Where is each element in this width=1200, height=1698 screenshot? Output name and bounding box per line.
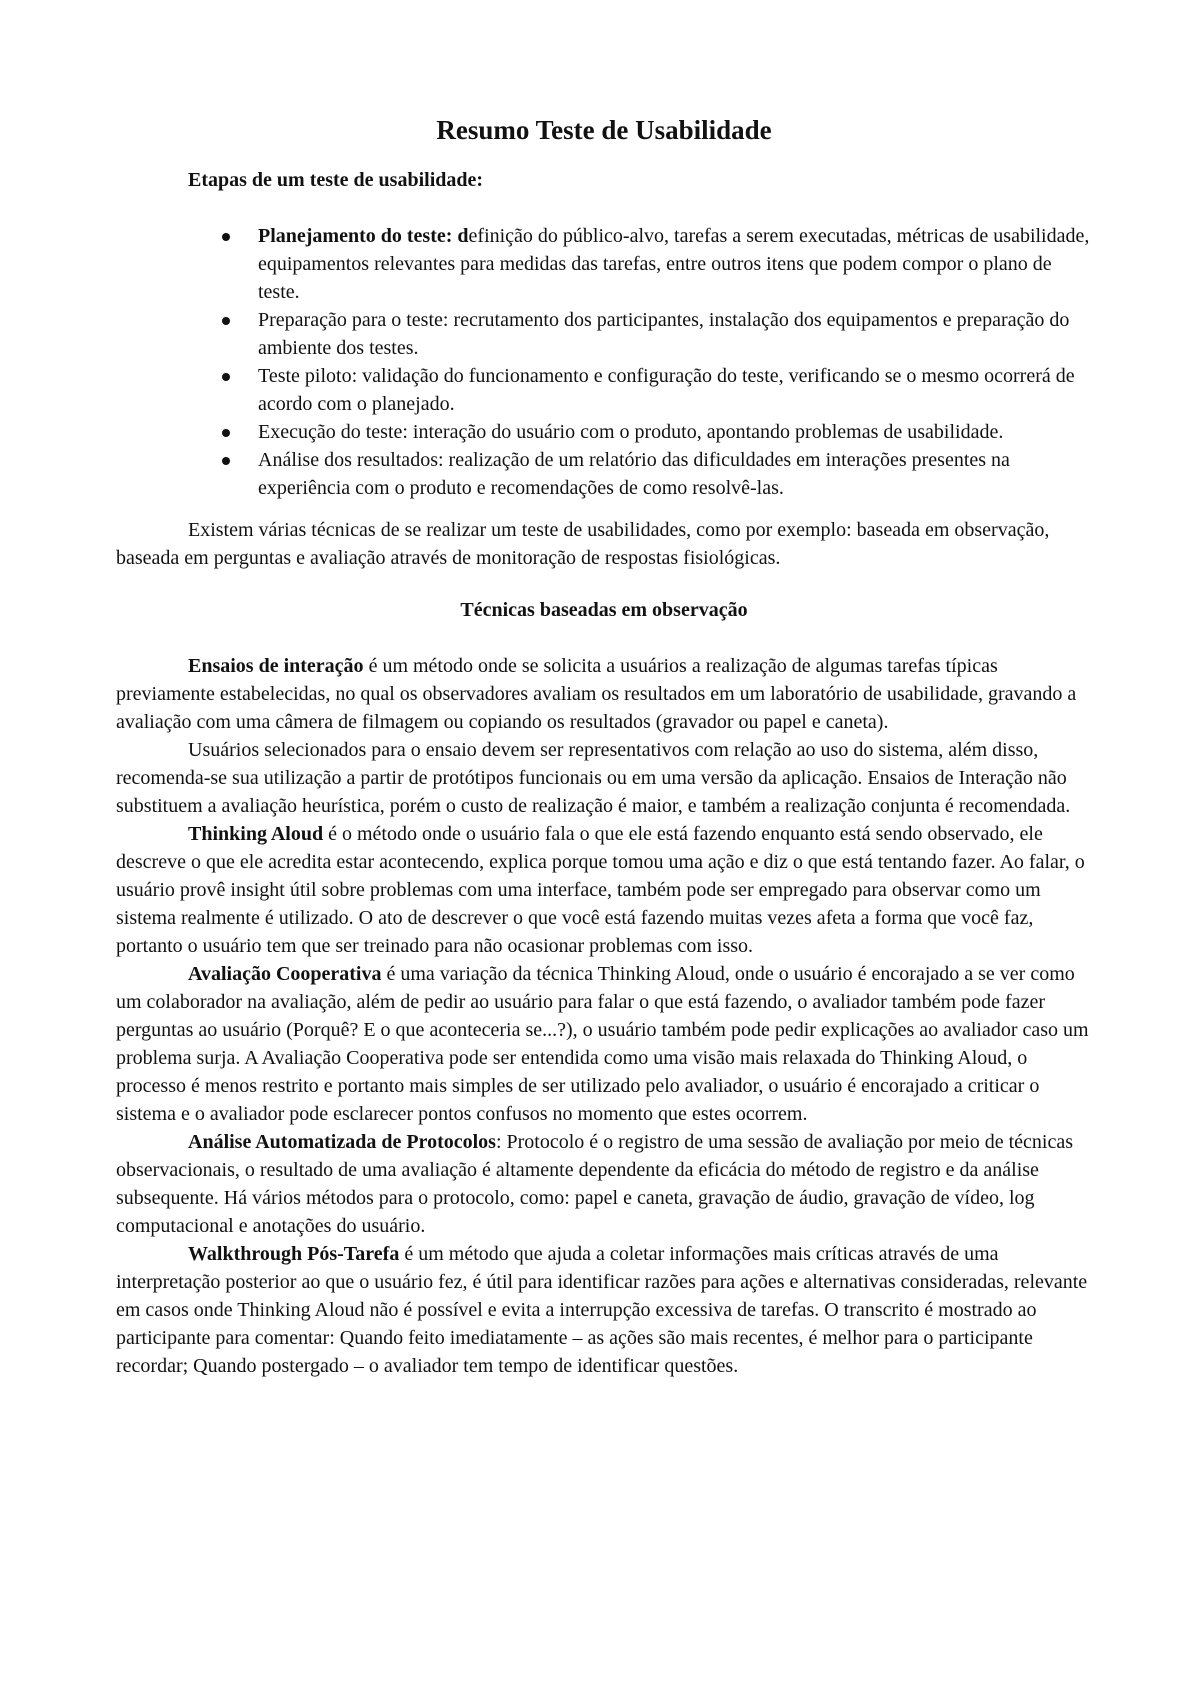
term-label: Análise Automatizada de Protocolos — [188, 1131, 496, 1153]
paragraph-walkthrough — [116, 1240, 1092, 1380]
paragraph-thinking-aloud — [116, 820, 1092, 960]
document-title: Resumo Teste de Usabilidade — [436, 115, 772, 145]
list-item-label: Planejamento do teste: d — [258, 225, 469, 247]
list-item-text: Preparação para o teste: recrutamento dos participantes, instalação dos equipamentos e preparação do ambiente dos testes. — [258, 309, 1070, 359]
paragraph-usuarios — [116, 736, 1092, 820]
list-item — [258, 418, 1092, 446]
paragraph-text: é um método onde se solicita a usuários a realização de algumas tarefas típicas previamente estabelecidas, no qual os observadores avaliam os resultados em um laboratório de usabilidade, gravando a avaliação com uma câmera de filmagem ou copiando os resultados (gravador ou papel e caneta). — [116, 655, 1077, 733]
observation-heading: Técnicas baseadas em observação — [460, 599, 748, 621]
list-item — [258, 446, 1092, 502]
list-item — [258, 222, 1092, 306]
paragraph-text: Usuários selecionados para o ensaio devem ser representativos com relação ao uso do sistema, além disso, recomenda-se sua utilização a partir de protótipos funcionais ou em uma versão da aplicação. Ensaios de Interação não substituem a avaliação heurística, porém o custo de realização é maior, e também a realização conjunta é recomendada. — [116, 739, 1071, 817]
stages-list — [116, 222, 1092, 502]
paragraph-analise-protocolos — [116, 1128, 1092, 1240]
bullet-icon — [222, 457, 230, 465]
bullet-icon — [222, 233, 230, 241]
term-label: Ensaios de interação — [188, 655, 364, 677]
intro-paragraph: Existem várias técnicas de se realizar um teste de usabilidades, como por exemplo: baseada em observação, baseada em perguntas e avaliação através de monitoração de respostas fisiológicas. — [116, 519, 1050, 569]
list-item — [258, 306, 1092, 362]
paragraph-text: é um método que ajuda a coletar informações mais críticas através de uma interpretação posterior ao que o usuário fez, é útil para identificar razões para ações e alternativas consideradas, relevante em casos onde Thinking Aloud não é possível e evita a interrupção excessiva de tarefas. O transcrito é mostrado ao participante para comentar: Quando feito imediatamente – as ações são mais recentes, é melhor para o participante recordar; Quando postergado – o avaliador tem tempo de identificar questões. — [116, 1243, 1088, 1377]
list-item-text: Execução do teste: interação do usuário com o produto, apontando problemas de usabilidade. — [258, 421, 1004, 443]
paragraph-text: : Protocolo é o registro de uma sessão de avaliação por meio de técnicas observacionais, o resultado de uma avaliação é altamente dependente da eficácia do método de registro e da análise subsequente. Há vários métodos para o protocolo, como: papel e caneta, gravação de áudio, gravação de vídeo, log computacional e anotações do usuário. — [116, 1131, 1073, 1237]
stages-heading: Etapas de um teste de usabilidade: — [188, 169, 484, 191]
list-item-text: Teste piloto: validação do funcionamento e configuração do teste, verificando se o mesmo ocorrerá de acordo com o planejado. — [258, 365, 1075, 415]
term-label: Avaliação Cooperativa — [188, 963, 382, 985]
bullet-icon — [222, 429, 230, 437]
term-label: Thinking Aloud — [188, 823, 324, 845]
paragraph-text: é uma variação da técnica Thinking Aloud, onde o usuário é encorajado a se ver como um colaborador na avaliação, além de pedir ao usuário para falar o que está fazendo, o avaliador também pode fazer perguntas ao usuário (Porquê? E o que aconteceria se...?), o usuário também pode pedir explicações ao avaliador caso um problema surja. A Avaliação Cooperativa pode ser entendida como uma visão mais relaxada do Thinking Aloud, o processo é menos restrito e portanto mais simples de ser utilizado pelo avaliador, o usuário é encorajado a criticar o sistema e o avaliador pode esclarecer pontos confusos no momento que estes ocorrem. — [116, 963, 1089, 1125]
bullet-icon — [222, 373, 230, 381]
list-item-text: efinição do público-alvo, tarefas a serem executadas, métricas de usabilidade, equipamentos relevantes para medidas das tarefas, entre outros itens que podem compor o plano de teste. — [258, 225, 1090, 303]
term-label: Walkthrough Pós-Tarefa — [188, 1243, 400, 1265]
list-item-text: Análise dos resultados: realização de um relatório das dificuldades em interações presentes na experiência com o produto e recomendações de como resolvê-las. — [258, 449, 1010, 499]
paragraph-text: é o método onde o usuário fala o que ele está fazendo enquanto está sendo observado, ele descreve o que ele acredita estar acontecendo, explica porque tomou uma ação e diz o que está tentando fazer. Ao falar, o usuário provê insight útil sobre problemas com uma interface, também pode ser empregado para observar como um sistema realmente é utilizado. O ato de descrever o que você está fazendo muitas vezes afeta a forma que você faz, portanto o usuário tem que ser treinado para não ocasionar problemas com isso. — [116, 823, 1085, 957]
list-item — [258, 362, 1092, 418]
paragraph-avaliacao-cooperativa — [116, 960, 1092, 1128]
bullet-icon — [222, 317, 230, 325]
paragraph-ensaios — [116, 652, 1092, 736]
